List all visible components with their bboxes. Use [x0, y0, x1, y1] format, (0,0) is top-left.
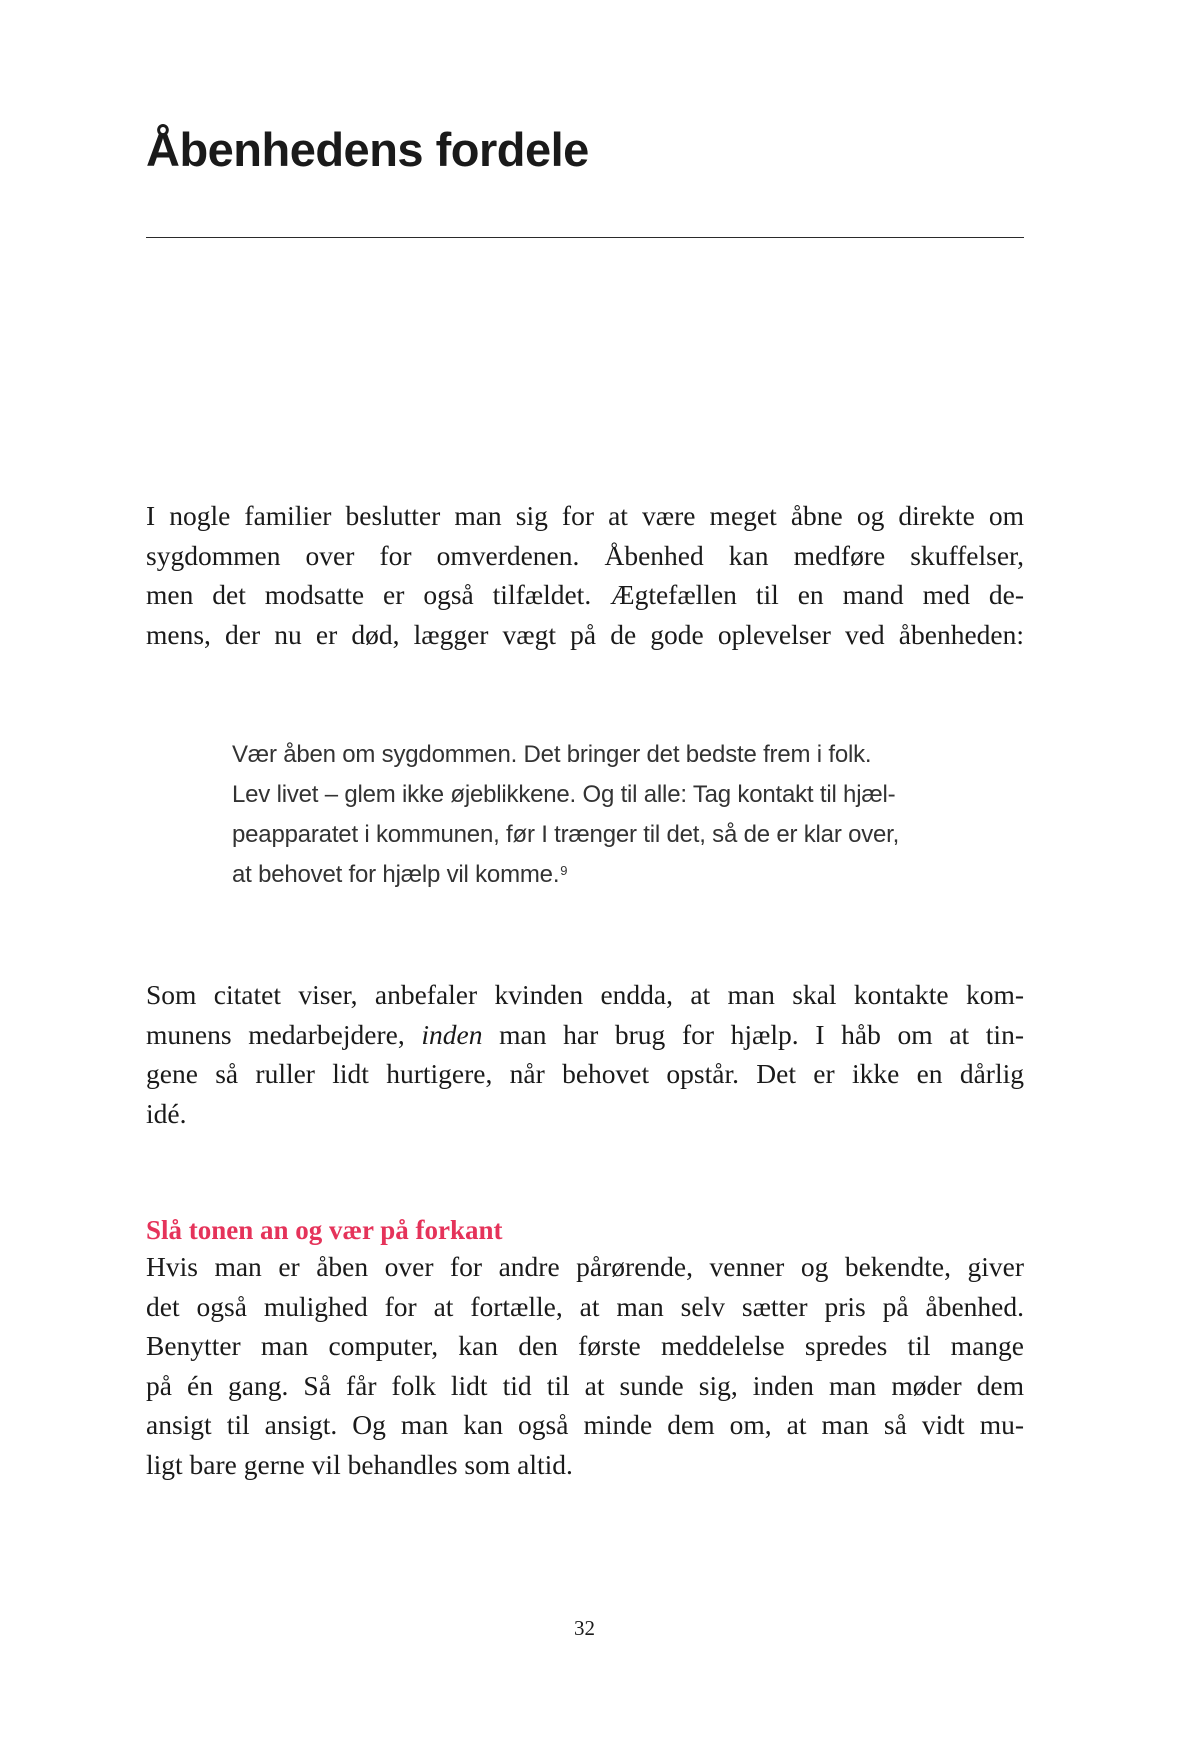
- text-line: sygdommen over for omverdenen. Åbenhed kan medføre skuffelser,: [146, 539, 1024, 571]
- text-segment: munens medarbejdere,: [146, 1018, 422, 1050]
- emphasis-text: inden: [421, 1018, 483, 1050]
- text-line: men det modsatte er også tilfældet. Ægtefællen til en mand med de-: [146, 579, 1024, 610]
- text-line: ligt bare gerne vil behandles som altid.: [146, 1448, 573, 1480]
- quote-line-last: [232, 855, 952, 895]
- quote-line: Lev livet – glem ikke øjeblikkene. Og til alle: Tag kontakt til hjæl-: [232, 781, 896, 808]
- text-line: Benytter man computer, kan den første meddelelse spredes til mange: [146, 1330, 1024, 1361]
- text-line: Hvis man er åben over for andre pårørende, venner og bekendte, giver: [146, 1251, 1024, 1282]
- text-line: I nogle familier beslutter man sig for at være meget åbne og direkte om: [146, 500, 1024, 531]
- text-line: ansigt til ansigt. Og man kan også minde dem om, at man så vidt mu-: [146, 1409, 1024, 1440]
- text-segment: man har brug for hjælp. I håb om at tin-: [482, 1018, 1024, 1050]
- text-line: det også mulighed for at fortælle, at man selv sætter pris på åbenhed.: [146, 1290, 1024, 1322]
- paragraph-comment: [146, 975, 1024, 1133]
- page-title: Åbenhedens fordele: [146, 123, 589, 176]
- text-line: idé.: [146, 1097, 187, 1129]
- text-line: [146, 1015, 1024, 1055]
- page-number: 32: [574, 1616, 595, 1640]
- title-divider: [146, 237, 1024, 238]
- quote-line: peapparatet i kommunen, før I trænger til det, så de er klar over,: [232, 821, 900, 848]
- text-line: mens, der nu er død, lægger vægt på de gode oplevelser ved åbenheden:: [146, 618, 1024, 650]
- paragraph-section: [146, 1247, 1024, 1484]
- section-heading: Slå tonen an og vær på forkant: [146, 1215, 503, 1245]
- text-line: på én gang. Så får folk lidt tid til at sunde sig, inden man møder dem: [146, 1369, 1024, 1401]
- text-line: gene så ruller lidt hurtigere, når behovet opstår. Det er ikke en dårlig: [146, 1058, 1024, 1089]
- footnote-reference[interactable]: 9: [560, 863, 568, 878]
- quote-line-text: at behovet for hjælp vil komme.: [232, 861, 560, 888]
- text-line: Som citatet viser, anbefaler kvinden endda, at man skal kontakte kom-: [146, 979, 1024, 1010]
- paragraph-intro: [146, 496, 1024, 654]
- quote-line: Vær åben om sygdommen. Det bringer det bedste frem i folk.: [232, 741, 872, 768]
- block-quote: [232, 735, 952, 895]
